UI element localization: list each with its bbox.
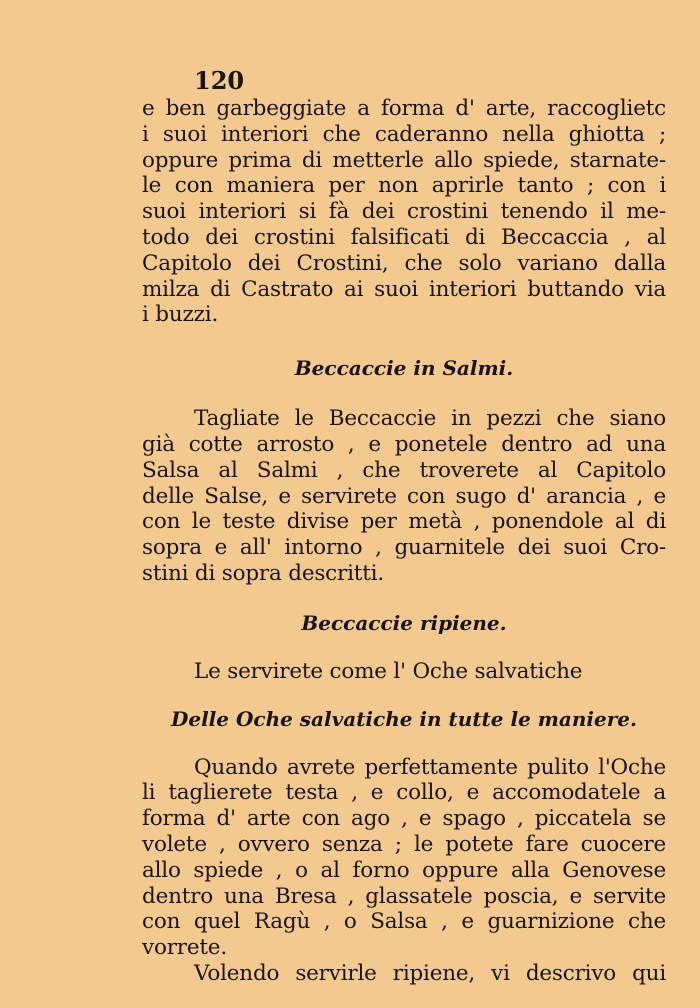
text-line: e ben garbeggiate a forma d' arte, raccoglietc bbox=[142, 96, 666, 121]
text-line: stini di sopra descritti. bbox=[142, 560, 384, 586]
text-line: forma d' arte con ago , e spago , piccatela se bbox=[142, 806, 666, 832]
text-line: i buzzi. bbox=[142, 302, 219, 328]
paragraph-5 bbox=[142, 961, 666, 987]
text-line: Tagliate le Beccaccie in pezzi che siano bbox=[194, 406, 666, 432]
text-line: le con maniera per non aprirle tanto ; con i bbox=[142, 173, 666, 199]
text-line: todo dei crostini falsificati di Beccaccia , al bbox=[142, 224, 666, 250]
text-line: sopra e all' intorno , guarnitele dei suoi Cro- bbox=[142, 535, 666, 561]
text-line: suoi interiori si fà dei crostini tenendo il me- bbox=[142, 199, 666, 225]
section-heading: Beccaccie in Salmi. bbox=[294, 356, 514, 381]
text-line: volete , ovvero senza ; le potete fare cuocere bbox=[142, 831, 666, 857]
section-heading: Delle Oche salvatiche in tutte le maniere. bbox=[171, 706, 637, 731]
paragraph-2 bbox=[142, 406, 666, 587]
book-page bbox=[142, 66, 666, 987]
text-line: milza di Castrato ai suoi interiori buttando via bbox=[142, 276, 666, 302]
text-line: i suoi interiori che caderanno nella ghiotta ; bbox=[142, 121, 666, 147]
text-line: con quel Ragù , o Salsa , e guarnizione che bbox=[142, 909, 666, 935]
text-line: con le teste divise per metà , ponendole al di bbox=[142, 509, 666, 535]
text-line: Capitolo dei Crostini, che solo variano dalla bbox=[142, 250, 666, 276]
text-line: Quando avrete perfettamente pulito l'Oche bbox=[194, 754, 666, 780]
paragraph-4 bbox=[142, 755, 666, 961]
paragraph-1 bbox=[142, 96, 666, 328]
text-line: Volendo servirle ripiene, vi descrivo qui bbox=[194, 960, 666, 986]
text-line: allo spiede , o al forno oppure alla Genovese bbox=[142, 857, 666, 883]
text-line: Le servirete come l' Oche salvatiche bbox=[194, 658, 583, 684]
text-line: oppure prima di metterle allo spiede, starnate- bbox=[142, 147, 666, 173]
text-line: Salsa al Salmi , che troverete al Capitolo bbox=[142, 457, 666, 483]
text-line: li taglierete testa , e collo, e accomodatele a bbox=[142, 780, 666, 806]
text-line: vorrete. bbox=[142, 935, 227, 961]
paragraph-3 bbox=[142, 659, 666, 685]
text-line: delle Salse, e servirete con sugo d' arancia , e bbox=[142, 483, 666, 509]
text-line: già cotte arrosto , e ponetele dentro ad una bbox=[142, 431, 666, 457]
page-number: 120 bbox=[194, 66, 245, 95]
text-line: dentro una Bresa , glassatele poscia, e servite bbox=[142, 883, 666, 909]
section-heading: Beccaccie ripiene. bbox=[301, 610, 507, 635]
